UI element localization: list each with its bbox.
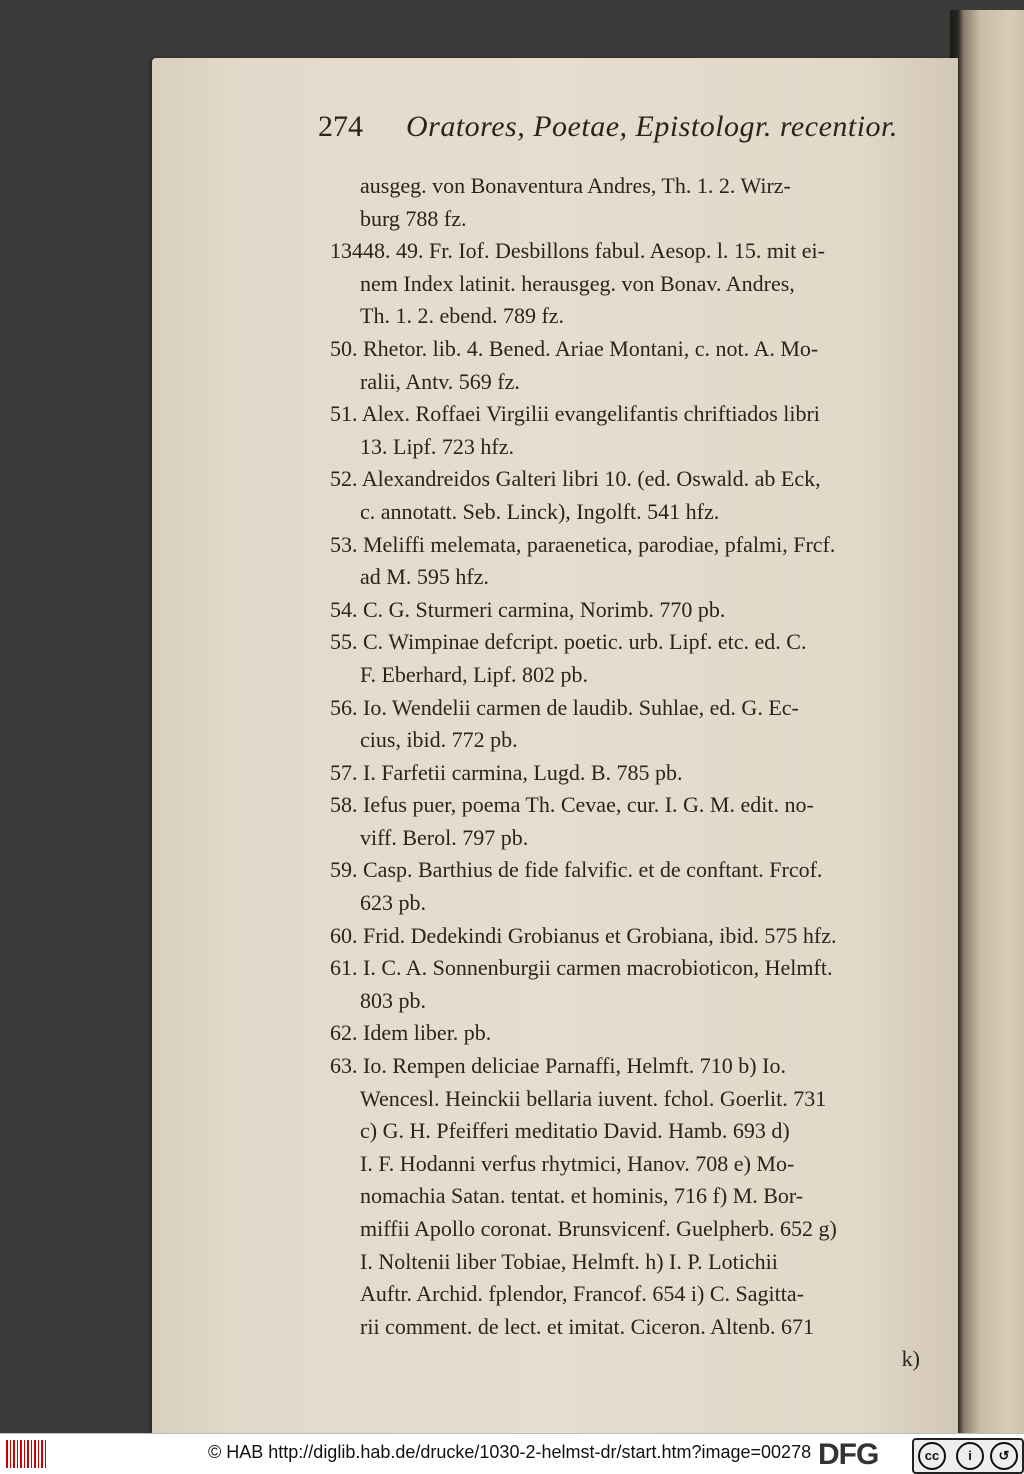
library-logo-icon bbox=[6, 1440, 46, 1468]
page-number: 274 bbox=[318, 110, 363, 143]
entry-continuation-line: 13. Lipf. 723 hfz. bbox=[360, 433, 514, 459]
entry-continuation-line: nomachia Satan. tentat. et hominis, 716 f) M. Bor- bbox=[360, 1183, 804, 1209]
entry-line: 52. Alexandreidos Galteri libri 10. (ed. Oswald. ab Eck, bbox=[330, 466, 821, 492]
entry-continuation-line: nem Index latinit. herausgeg. von Bonav. Andres, bbox=[360, 270, 795, 296]
dfg-logo: DFG bbox=[818, 1438, 879, 1471]
entry-continuation-line: k) bbox=[901, 1346, 920, 1372]
running-title: Oratores, Poetae, Epistologr. recentior. bbox=[406, 110, 898, 143]
entry-line: 54. C. G. Sturmeri carmina, Norimb. 770 pb. bbox=[330, 596, 726, 622]
entry-continuation-line: miffii Apollo coronat. Brunsvicenf. Guelpherb. 652 g) bbox=[360, 1216, 837, 1241]
entry-continuation-line: burg 788 fz. bbox=[360, 205, 467, 231]
entry-line: 57. I. Farfetii carmina, Lugd. B. 785 pb. bbox=[330, 759, 683, 785]
entry-line: 55. C. Wimpinae defcript. poetic. urb. Lipf. etc. ed. C. bbox=[330, 629, 807, 655]
entry-continuation-line: ralii, Antv. 569 fz. bbox=[360, 368, 520, 394]
entry-continuation-line: Th. 1. 2. ebend. 789 fz. bbox=[360, 303, 565, 329]
entry-continuation-line: I. Noltenii liber Tobiae, Helmft. h) I. P. Lotichii bbox=[360, 1248, 778, 1274]
footer-bar bbox=[0, 1433, 1024, 1474]
book-edge bbox=[950, 10, 1024, 1433]
entry-line: 61. I. C. A. Sonnenburgii carmen macrobioticon, Helmft. bbox=[330, 955, 833, 981]
by-icon: i bbox=[956, 1442, 984, 1470]
cc-license-badge[interactable] bbox=[912, 1438, 1024, 1474]
cc-icon: cc bbox=[918, 1442, 946, 1470]
entry-continuation-line: viff. Berol. 797 pb. bbox=[360, 824, 529, 850]
entry-continuation-line: Wencesl. Heinckii bellaria iuvent. fchol. Goerlit. 731 bbox=[360, 1085, 827, 1111]
entry-continuation-line: I. F. Hodanni verfus rhytmici, Hanov. 708 e) Mo- bbox=[360, 1150, 795, 1176]
entry-line: 60. Frid. Dedekindi Grobianus et Grobiana, ibid. 575 hfz. bbox=[330, 922, 837, 948]
entry-continuation-line: rii comment. de lect. et imitat. Ciceron. Altenb. 671 bbox=[360, 1313, 814, 1339]
entry-line: 58. Iefus puer, poema Th. Cevae, cur. I. G. M. edit. no- bbox=[330, 792, 814, 818]
entry-line: 53. Meliffi melemata, paraenetica, parodiae, pfalmi, Frcf. bbox=[330, 531, 836, 557]
entry-continuation-line: ausgeg. von Bonaventura Andres, Th. 1. 2. Wirz- bbox=[360, 173, 791, 198]
entry-line: 63. Io. Rempen deliciae Parnaffi, Helmft. 710 b) Io. bbox=[330, 1053, 786, 1079]
entry-line: 56. Io. Wendelii carmen de laudib. Suhlae, ed. G. Ec- bbox=[330, 694, 799, 720]
running-header bbox=[318, 108, 918, 152]
catalog-text bbox=[330, 170, 920, 1376]
entry-line: 51. Alex. Roffaei Virgilii evangelifantis chriftiados libri bbox=[330, 401, 820, 427]
entry-continuation-line: F. Eberhard, Lipf. 802 pb. bbox=[360, 661, 588, 687]
entry-line: 13448. 49. Fr. Iof. Desbillons fabul. Aesop. l. 15. mit ei- bbox=[330, 238, 825, 264]
entry-continuation-line: 623 pb. bbox=[360, 890, 426, 916]
entry-line: 50. Rhetor. lib. 4. Bened. Ariae Montani, c. not. A. Mo- bbox=[330, 335, 819, 361]
source-url[interactable]: © HAB http://diglib.hab.de/drucke/1030-2-helmst-dr/start.htm?image=00278 bbox=[208, 1442, 812, 1462]
entry-continuation-line: c) G. H. Pfeifferi meditatio David. Hamb. 693 d) bbox=[360, 1118, 790, 1144]
entry-line: 62. Idem liber. pb. bbox=[330, 1020, 492, 1046]
entry-line: 59. Casp. Barthius de fide falvific. et de conftant. Frcof. bbox=[330, 857, 823, 883]
entry-continuation-line: ad M. 595 hfz. bbox=[360, 564, 489, 590]
sa-icon: ↺ bbox=[990, 1442, 1018, 1470]
entry-continuation-line: 803 pb. bbox=[360, 987, 426, 1013]
entry-continuation-line: cius, ibid. 772 pb. bbox=[360, 727, 518, 753]
entry-continuation-line: Auftr. Archid. fplendor, Francof. 654 i) C. Sagitta- bbox=[360, 1281, 804, 1307]
entry-continuation-line: c. annotatt. Seb. Linck), Ingolft. 541 hfz. bbox=[360, 498, 720, 524]
